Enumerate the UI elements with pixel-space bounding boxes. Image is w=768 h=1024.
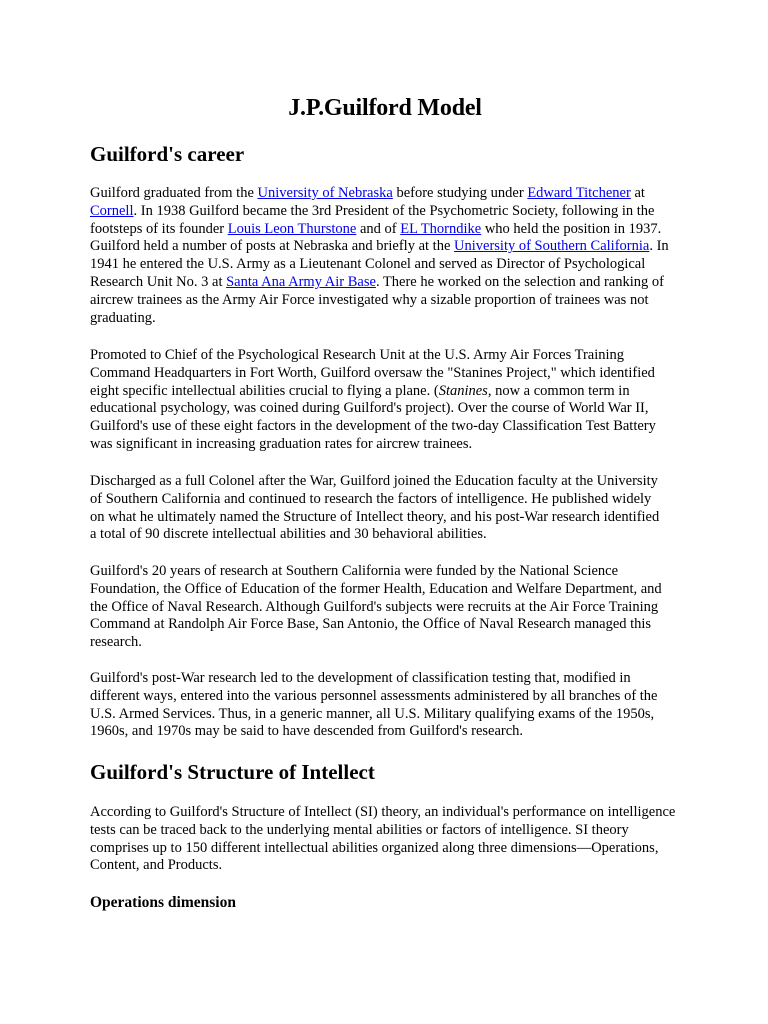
text-run: . In 1938 Guilford became the 3rd President of the Psychometric Society, following in the footsteps of its founder <box>90 202 655 237</box>
section-heading-structure-of-intellect: Guilford's Structure of Intellect <box>90 760 375 784</box>
section-heading-career: Guilford's career <box>90 142 245 166</box>
text-run: who held the position in 1937. Guilford held a number of posts at Nebraska and briefly at the <box>90 220 662 255</box>
link-santa-ana-army-air-base[interactable]: Santa Ana Army Air Base <box>226 273 376 290</box>
paragraph-career-3: Discharged as a full Colonel after the War, Guilford joined the Education faculty at the University of Southern California and continued to research the factors of intelligence. He published widely on what he ultimately named the Structure of Intellect theory, and his post-War research identified a total of 90 discrete intellectual abilities and 30 behavioral abilities. <box>90 473 660 543</box>
link-cornell[interactable]: Cornell <box>90 202 134 219</box>
paragraph-career-2 <box>90 347 670 454</box>
link-el-thorndike[interactable]: EL Thorndike <box>400 220 482 237</box>
text-run: . In 1941 he entered the U.S. Army as a Lieutenant Colonel and served as Director of Psychological Research Unit No. 3 at <box>90 238 669 290</box>
emphasis-stanines: Stanines <box>438 382 488 399</box>
paragraph-career-1 <box>90 185 680 327</box>
text-run: before studying under <box>392 185 528 201</box>
paragraph-career-5: Guilford's post-War research led to the development of classification testing that, modified in different ways, entered into the various personnel assessments administered by all branches of the U.S. Armed Services. Thus, in a generic manner, all U.S. Military qualifying exams of the 1950s, 1960s, and 1970s may be said to have descended from Guilford's research. <box>90 670 658 740</box>
text-run: Guilford graduated from the <box>90 185 258 201</box>
page-title: J.P.Guilford Model <box>288 95 482 121</box>
text-run: at <box>630 185 645 201</box>
paragraph-career-4: Guilford's 20 years of research at Southern California were funded by the National Science Foundation, the Office of Education of the former Health, Education and Welfare Department, and the Office of Naval Research. Although Guilford's subjects were recruits at the Air Force Training Command at Randolph Air Force Base, San Antonio, the Office of Naval Research managed this research. <box>90 563 662 651</box>
link-university-of-southern-california[interactable]: University of Southern California <box>454 238 650 255</box>
link-edward-titchener[interactable]: Edward Titchener <box>527 185 631 201</box>
subheading-operations-dimension: Operations dimension <box>90 894 236 911</box>
text-run: , now a common term in educational psychology, was coined during Guilford's project). Over the course of World War II, Guilford's use of these eight factors in the development of the two-day Classification Test Battery was significant in increasing graduation rates for aircrew trainees. <box>90 382 656 452</box>
link-university-of-nebraska[interactable]: University of Nebraska <box>257 185 393 201</box>
text-run: Promoted to Chief of the Psychological Research Unit at the U.S. Army Air Forces Training Command Headquarters in Fort Worth, Guilford oversaw the "Stanines Project," which identified eight specific intellectual abilities crucial to flying a plane. ( <box>90 347 655 399</box>
link-louis-leon-thurstone[interactable]: Louis Leon Thurstone <box>227 220 357 237</box>
paragraph-si-1: According to Guilford's Structure of Intellect (SI) theory, an individual's performance on intelligence tests can be traced back to the underlying mental abilities or factors of intelligence. SI theory comprises up to 150 different intellectual abilities organized along three dimensions—Operations, Content, and Products. <box>90 804 676 874</box>
text-run: and of <box>356 220 401 237</box>
text-run: . There he worked on the selection and ranking of aircrew trainees as the Army Air Force investigated why a sizable proportion of trainees was not graduating. <box>90 273 664 326</box>
